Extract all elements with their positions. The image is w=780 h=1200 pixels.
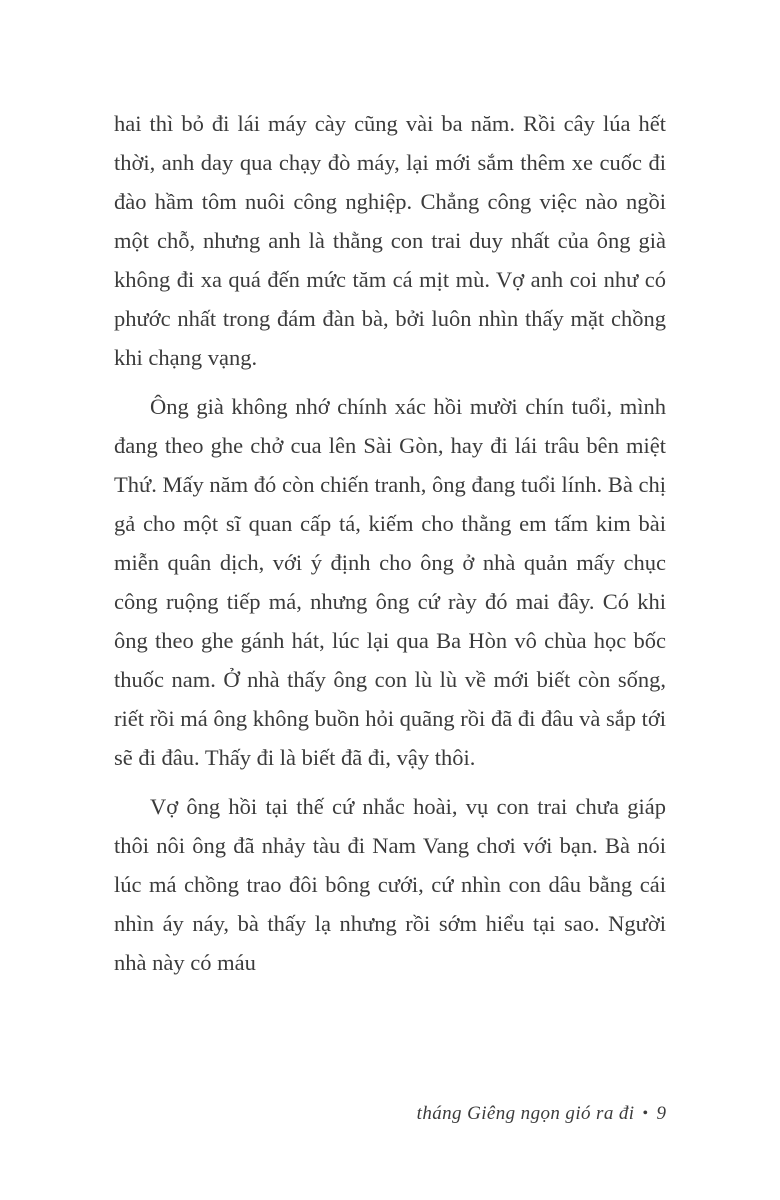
paragraph: Vợ ông hồi tại thế cứ nhắc hoài, vụ con trai chưa giáp thôi nôi ông đã nhảy tàu đi Nam Vang chơi với bạn. Bà nói lúc má chồng trao đôi bông cưới, cứ nhìn con dâu bằng cái nhìn áy náy, bà thấy lạ nhưng rồi sớm hiểu tại sao. Người nhà này có máu	[114, 794, 666, 975]
paragraph: hai thì bỏ đi lái máy cày cũng vài ba năm. Rồi cây lúa hết thời, anh day qua chạy đò máy, lại mới sắm thêm xe cuốc đi đào hầm tôm nuôi công nghiệp. Chẳng công việc nào ngồi một chỗ, nhưng anh là thằng con trai duy nhất của ông già không đi xa quá đến mức tăm cá mịt mù. Vợ anh coi như có phước nhất trong đám đàn bà, bởi luôn nhìn thấy mặt chồng khi chạng vạng.	[114, 111, 666, 370]
footer-separator-dot: •	[642, 1105, 649, 1122]
page-text-block	[114, 104, 666, 992]
page-footer	[417, 1101, 666, 1127]
running-title: tháng Giêng ngọn gió ra đi	[416, 1103, 635, 1124]
paragraph: Ông già không nhớ chính xác hồi mười chín tuổi, mình đang theo ghe chở cua lên Sài Gòn, hay đi lái trâu bên miệt Thứ. Mấy năm đó còn chiến tranh, ông đang tuổi lính. Bà chị gả cho một sĩ quan cấp tá, kiếm cho thằng em tấm kim bài miễn quân dịch, với ý định cho ông ở nhà quản mấy chục công ruộng tiếp má, nhưng ông cứ rày đó mai đây. Có khi ông theo ghe gánh hát, lúc lại qua Ba Hòn vô chùa học bốc thuốc nam. Ở nhà thấy ông con lù lù về mới biết còn sống, riết rồi má ông không buồn hỏi quãng rồi đã đi đâu và sắp tới sẽ đi đâu. Thấy đi là biết đã đi, vậy thôi.	[114, 394, 666, 770]
page-number: 9	[656, 1103, 666, 1124]
